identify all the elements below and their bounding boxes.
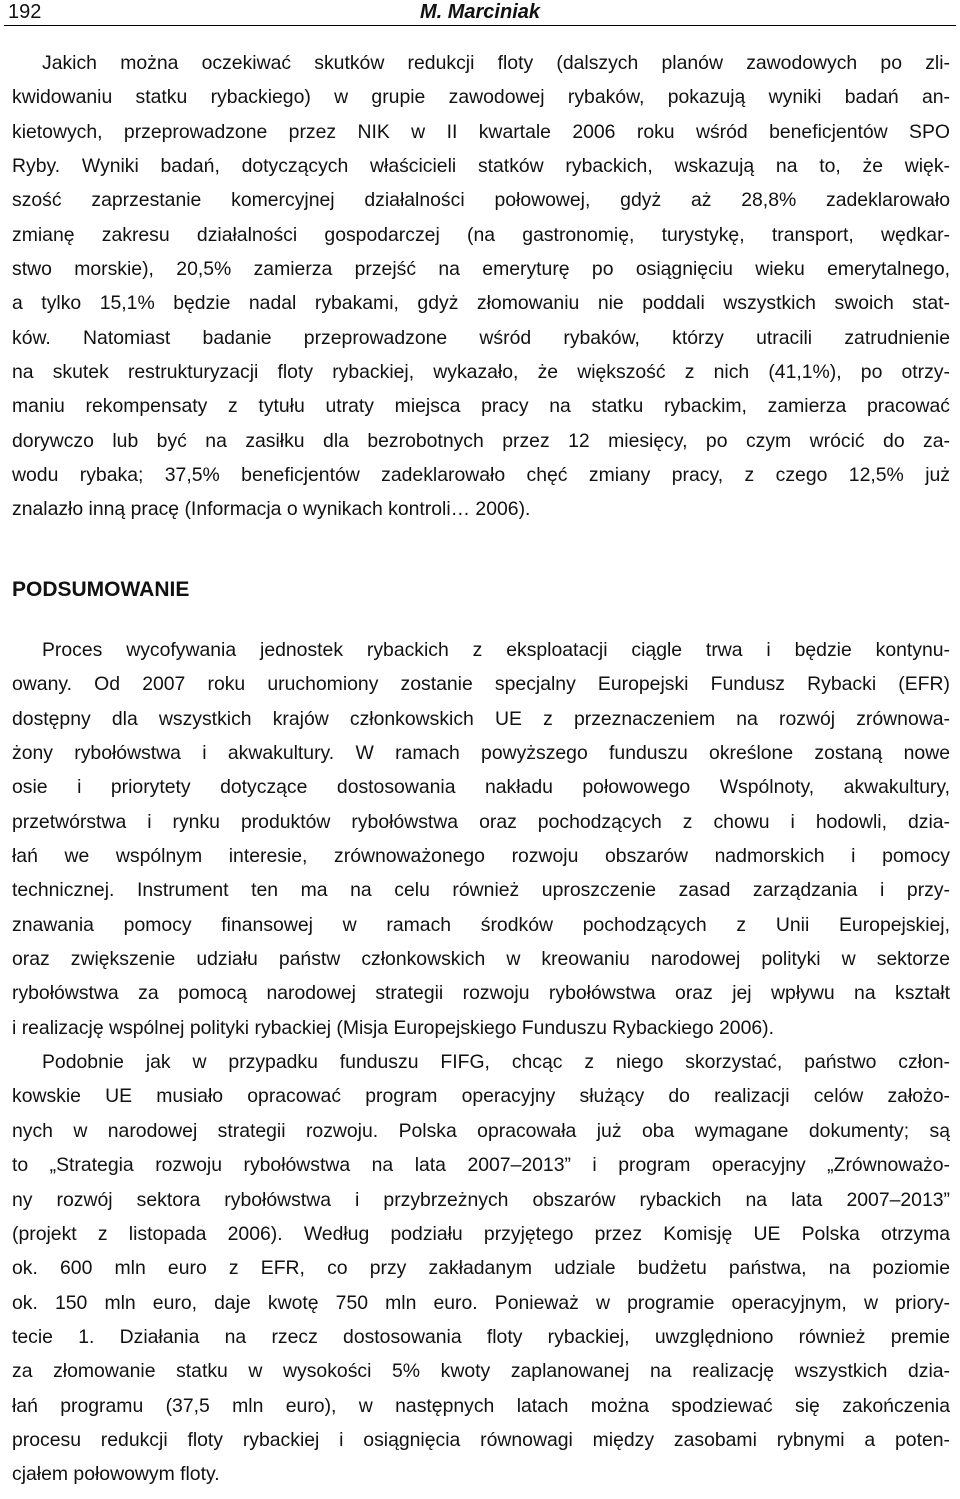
text-line: kwidowaniu statku rybackiego) w grupie zawodowej rybaków, pokazują wyniki badań an- bbox=[12, 86, 950, 109]
running-author: M. Marciniak bbox=[419, 1, 541, 23]
text-line: a tylko 15,1% będzie nadal rybakami, gdyż złomowaniu nie poddali wszystkich swoich stat- bbox=[12, 292, 950, 315]
text-line: ok. 150 mln euro, daje kwotę 750 mln euro. Ponieważ w programie operacyjnym, w priory- bbox=[12, 1291, 950, 1314]
running-header bbox=[0, 0, 960, 26]
text-line: Proces wycofywania jednostek rybackich z eksploatacji ciągle trwa i będzie kontynu- bbox=[42, 639, 950, 661]
text-line: łań programu (37,5 mln euro), w następnych latach można spodziewać się zakończenia bbox=[12, 1394, 950, 1417]
text-line: żony rybołówstwa i akwakultury. W ramach powyższego funduszu określone zostaną nowe bbox=[12, 742, 950, 765]
text-line: zmianę zakresu działalności gospodarczej (na gastronomię, turystykę, transport, wędkar- bbox=[12, 223, 950, 246]
header-rule bbox=[4, 25, 956, 26]
text-line: i realizację wspólnej polityki rybackiej (Misja Europejskiego Funduszu Rybackiego 2006). bbox=[12, 1016, 774, 1039]
body-text bbox=[12, 46, 950, 527]
text-line: za złomowanie statku w wysokości 5% kwoty zaplanowanej na realizację wszystkich dzia- bbox=[12, 1360, 950, 1383]
text-line: ok. 600 mln euro z EFR, co przy zakładanym udziale budżetu państwa, na poziomie bbox=[12, 1257, 950, 1280]
text-line: kietowych, przeprowadzone przez NIK w II kwartale 2006 roku wśród beneficjentów SPO bbox=[12, 120, 950, 143]
paragraph-3 bbox=[12, 1045, 950, 1491]
text-line: to „Strategia rozwoju rybołówstwa na lata 2007–2013” i program operacyjny „Zrównoważo- bbox=[12, 1154, 950, 1177]
text-line: (projekt z listopada 2006). Według podziału przyjętego przez Komisję UE Polska otrzyma bbox=[12, 1222, 950, 1245]
paragraph-2 bbox=[12, 633, 950, 1045]
text-line: owany. Od 2007 roku uruchomiony zostanie specjalny Europejski Fundusz Rybacki (EFR) bbox=[12, 673, 950, 696]
text-line: Ryby. Wyniki badań, dotyczących właścicieli statków rybackich, wskazują na to, że więk- bbox=[12, 155, 950, 178]
text-line: osie i priorytety dotyczące dostosowania nakładu połowowego Wspólnoty, akwakultury, bbox=[12, 776, 950, 799]
text-line: tecie 1. Działania na rzecz dostosowania floty rybackiej, uwzględniono również premie bbox=[12, 1325, 950, 1348]
text-line: dorywczo lub być na zasiłku dla bezrobotnych przez 12 miesięcy, po czym wrócić do za- bbox=[12, 429, 950, 452]
text-line: oraz zwiększenie udziału państw członkowskich w kreowaniu narodowej polityki w sektorze bbox=[12, 948, 950, 971]
text-line: przetwórstwa i rynku produktów rybołówstwa oraz pochodzących z chowu i hodowli, dzia- bbox=[12, 810, 950, 833]
text-line: maniu rekompensaty z tytułu utraty miejsca pracy na statku rybackim, zamierza pracować bbox=[12, 395, 950, 418]
text-line: ny rozwój sektora rybołówstwa i przybrzeżnych obszarów rybackich na lata 2007–2013” bbox=[12, 1188, 950, 1211]
text-line: łań we wspólnym interesie, zrównoważonego rozwoju obszarów nadmorskich i pomocy bbox=[12, 845, 950, 868]
text-line: procesu redukcji floty rybackiej i osiągnięcia równowagi między zasobami rybnymi a poten- bbox=[12, 1428, 950, 1451]
text-line: na skutek restrukturyzacji floty rybackiej, wykazało, że większość z nich (41,1%), po otrzy- bbox=[12, 361, 950, 384]
text-line: rybołówstwa za pomocą narodowej strategii rozwoju rybołówstwa oraz jej wpływu na kształt bbox=[12, 982, 950, 1005]
text-line: Podobnie jak w przypadku funduszu FIFG, chcąc z niego skorzystać, państwo człon- bbox=[42, 1051, 950, 1074]
text-line: kowskie UE musiało opracować program operacyjny służący do realizacji celów założo- bbox=[12, 1085, 950, 1108]
text-line: technicznej. Instrument ten ma na celu również uproszczenie zasad zarządzania i przy- bbox=[12, 879, 950, 902]
body-text-2 bbox=[12, 633, 950, 1492]
text-line: Jakich można oczekiwać skutków redukcji floty (dalszych planów zawodowych po zli- bbox=[42, 52, 950, 74]
text-line: ków. Natomiast badanie przeprowadzone wśród rybaków, którzy utracili zatrudnienie bbox=[12, 326, 950, 349]
text-line: cjałem połowowym floty. bbox=[12, 1463, 220, 1486]
text-line: stwo morskie), 20,5% zamierza przejść na emeryturę po osiągnięciu wieku emerytalnego, bbox=[12, 258, 950, 281]
text-line: nych w narodowej strategii rozwoju. Polska opracowała już oba wymagane dokumenty; są bbox=[12, 1119, 950, 1142]
text-line: znalazło inną pracę (Informacja o wynikach kontroli… 2006). bbox=[12, 498, 531, 521]
text-line: wodu rybaka; 37,5% beneficjentów zadeklarowało chęć zmiany pracy, z czego 12,5% już bbox=[12, 464, 950, 487]
text-line: szość zaprzestanie komercyjnej działalności połowowej, gdyż aż 28,8% zadeklarowało bbox=[12, 189, 950, 212]
section-heading: PODSUMOWANIE bbox=[12, 578, 190, 601]
text-line: dostępny dla wszystkich krajów członkowskich UE z przeznaczeniem na rozwój zrównowa- bbox=[12, 707, 950, 730]
paragraph-1 bbox=[12, 46, 950, 527]
text-line: znawania pomocy finansowej w ramach środków pochodzących z Unii Europejskiej, bbox=[12, 913, 950, 936]
page-number: 192 bbox=[8, 1, 42, 23]
